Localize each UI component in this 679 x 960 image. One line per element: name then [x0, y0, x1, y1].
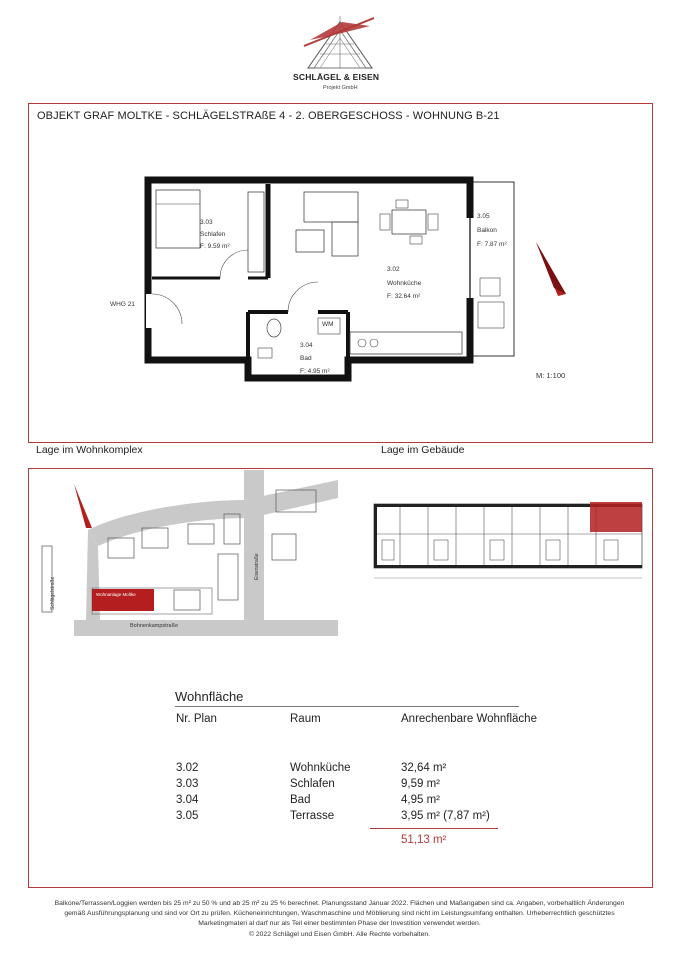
room-area-schlafen: F: 9.59 m² — [200, 243, 230, 250]
street-label-eisenstrasse: Eisenstraße — [254, 553, 260, 580]
row-nr: 3.02 — [176, 762, 199, 774]
page-title: OBJEKT GRAF MOLTKE - SCHLÄGELSTRAßE 4 - 2. OBERGESCHOSS - WOHNUNG B-21 — [37, 110, 500, 122]
room-area-wohnkueche: F: 32.64 m² — [387, 293, 421, 300]
row-room: Wohnküche — [290, 762, 351, 774]
logo-house-icon — [290, 8, 390, 70]
row-room: Schlafen — [290, 778, 335, 790]
room-name-wohnkueche: Wohnküche — [387, 280, 422, 287]
col-header-area: Anrechenbare Wohnfläche — [401, 713, 537, 725]
room-nr-bad: 3.04 — [300, 342, 313, 349]
building-title: Lage im Gebäude — [381, 444, 465, 456]
col-header-nr: Nr. Plan — [176, 713, 217, 725]
logo — [290, 8, 390, 96]
complex-title: Lage im Wohnkomplex — [36, 444, 143, 456]
footer-copyright: © 2022 Schlägel und Eisen GmbH. Alle Rechte vorbehalten. — [248, 930, 431, 938]
areas-title: Wohnfläche — [175, 689, 244, 704]
footer-line: gemäß Ausführungsplanung und sind vor Ort zu prüfen. Kücheneinrichtungen, Waschmaschine und Möblierung sind nicht im Leistungsumfang enthalten. Urheberrechtlich geschütztes — [64, 910, 615, 918]
highlight-building-label: Wohnanlage Moltke — [96, 592, 136, 597]
row-nr: 3.05 — [176, 810, 199, 822]
entry-label: WHG 21 — [110, 301, 135, 308]
floor-plan — [100, 170, 540, 390]
north-arrow-icon — [532, 238, 572, 300]
site-plan — [38, 470, 338, 650]
row-nr: 3.03 — [176, 778, 199, 790]
total-area: 51,13 m² — [401, 834, 447, 846]
room-nr-wohnkueche: 3.02 — [387, 266, 400, 273]
room-nr-schlafen: 3.03 — [200, 219, 213, 226]
footer-line: Balkone/Terrassen/Loggien werden bis 25 m² zu 50 % und ab 25 m² zu 25 % berechnet. Planungsstand Januar 2022. Flächen und Maßangaben sind ca. Angaben, vorbehaltlich Änderungen — [54, 900, 625, 907]
row-room: Bad — [290, 794, 311, 806]
row-area: 3,95 m² (7,87 m²) — [401, 810, 490, 822]
room-area-balkon: F: 7.87 m² — [477, 241, 507, 248]
street-label-bohnenkampstrasse: Bohnenkampstraße — [130, 623, 178, 629]
wm-label: WM — [322, 321, 334, 328]
footer-disclaimer — [8, 899, 671, 940]
footer-line: Marketingmateri al darf nur als Teil einer bestimmten Phase der Investition verwendet werden. — [198, 920, 481, 928]
room-name-schlafen: Schlafen — [200, 231, 226, 238]
row-area: 4,95 m² — [401, 794, 440, 806]
row-area: 32,64 m² — [401, 762, 447, 774]
street-label-schlaegelstrasse: Schlägelstraße — [50, 576, 56, 610]
scale-label: M: 1:100 — [536, 371, 566, 380]
row-room: Terrasse — [290, 810, 335, 822]
row-nr: 3.04 — [176, 794, 199, 806]
room-name-balkon: Balkon — [477, 227, 497, 234]
room-area-bad: F: 4.95 m² — [300, 368, 330, 375]
row-area: 9,59 m² — [401, 778, 440, 790]
room-nr-balkon: 3.05 — [477, 213, 490, 220]
col-header-raum: Raum — [290, 713, 321, 725]
logo-subtitle: Projekt GmbH — [323, 85, 358, 91]
logo-name: SCHLÄGEL & EISEN — [293, 72, 380, 82]
total-underline — [370, 828, 498, 829]
room-name-bad: Bad — [300, 355, 312, 362]
building-plan — [370, 500, 646, 586]
areas-title-underline — [175, 706, 519, 707]
